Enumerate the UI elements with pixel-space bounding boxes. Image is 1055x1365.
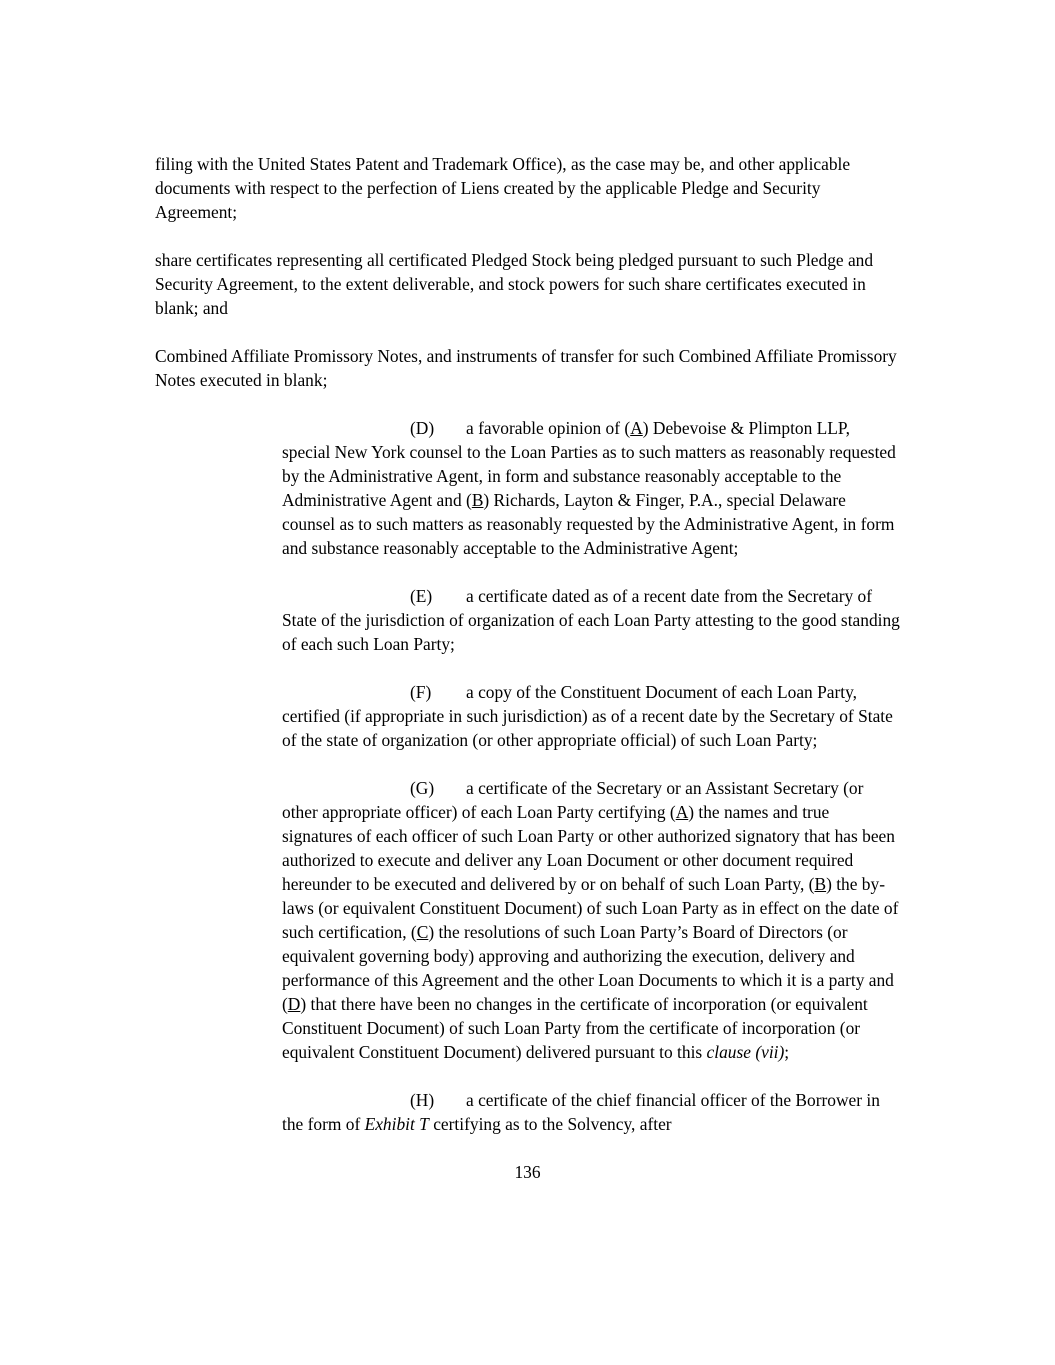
text-run: a favorable opinion of ( — [466, 418, 631, 438]
text-run: Combined Affiliate Promissory Notes, and instruments of transfer for such Combined Affiliate Promissory Notes executed in blank; — [155, 346, 897, 390]
text-run: a certificate of the Secretary or an Assistant Secretary (or other appropriate officer) of each Loan Party certifying ( — [282, 778, 864, 822]
clause-label: (D) — [410, 418, 435, 438]
lettered-paragraph — [282, 416, 900, 560]
text-run: filing with the United States Patent and Trademark Office), as the case may be, and other applicable documents with respect to the perfection of Liens created by the applicable Pledge and Security Agreement; — [155, 154, 851, 222]
text-run: ; — [784, 1042, 790, 1062]
text-run: certifying as to the Solvency, after — [428, 1114, 672, 1134]
paragraph-text — [155, 346, 897, 390]
underlined-reference: B — [471, 490, 484, 510]
page-number: 136 — [514, 1162, 541, 1182]
text-run: a certificate of the chief financial officer of the Borrower in the form of — [282, 1090, 880, 1134]
clause-label: (F) — [410, 682, 432, 702]
paragraph — [155, 152, 900, 224]
clause-label: (G) — [410, 778, 435, 798]
paragraph-text — [282, 586, 900, 654]
lettered-paragraph — [282, 584, 900, 656]
underlined-reference: D — [287, 994, 301, 1014]
clause-label: (E) — [410, 586, 433, 606]
text-run: ) that there have been no changes in the certificate of incorporation (or equivalent Constituent Document) of such Loan Party from the certificate of incorporation (or equivalent Constituent Document) delivered pursuant to this — [282, 994, 868, 1062]
lettered-paragraph — [282, 776, 900, 1064]
text-run: a copy of the Constituent Document of each Loan Party, certified (if appropriate in such jurisdiction) as of a recent date by the Secretary of State of the state of organization (or other appropriate official) of such Loan Party; — [282, 682, 893, 750]
underlined-reference: B — [814, 874, 827, 894]
paragraph-text — [282, 682, 893, 750]
text-run: ) Debevoise & Plimpton LLP, special New York counsel to the Loan Parties as to such matters as reasonably requested by the Administrative Agent, in form and substance reasonably acceptable to the Administrative Agent and ( — [282, 418, 896, 510]
clause-label: (H) — [410, 1090, 435, 1110]
lettered-paragraph — [282, 1088, 900, 1136]
paragraph-text — [155, 250, 873, 318]
paragraph-text — [282, 778, 898, 1062]
italic-reference: Exhibit T — [364, 1114, 429, 1134]
text-run: a certificate dated as of a recent date from the Secretary of State of the jurisdiction of organization of each Loan Party attesting to the good standing of each such Loan Party; — [282, 586, 900, 654]
text-run: ) Richards, Layton & Finger, P.A., special Delaware counsel as to such matters as reasonably requested by the Administrative Agent, in form and substance reasonably acceptable to the Administrative Agent; — [282, 490, 895, 558]
paragraph — [155, 248, 900, 320]
underlined-reference: A — [630, 418, 643, 438]
lettered-paragraph — [282, 680, 900, 752]
text-run: share certificates representing all certificated Pledged Stock being pledged pursuant to such Pledge and Security Agreement, to the extent deliverable, and stock powers for such share certificates executed in blank; and — [155, 250, 874, 318]
underlined-reference: C — [416, 922, 429, 942]
text-run: ) the names and true signatures of each officer of such Loan Party or other authorized signatory that has been authorized to execute and deliver any Loan Document or other document required hereunder to be executed and delivered by or on behalf of such Loan Party, ( — [282, 802, 895, 894]
paragraph-text — [282, 418, 896, 558]
text-run: ) the by-laws (or equivalent Constituent Document) of such Loan Party as in effect on the date of such certification, ( — [282, 874, 899, 942]
paragraph-text — [282, 1090, 880, 1134]
text-run: ) the resolutions of such Loan Party’s Board of Directors (or equivalent governing body) approving and authorizing the execution, delivery and performance of this Agreement and the other Loan Documents to which it is a party and ( — [282, 922, 894, 1014]
paragraph-text — [155, 154, 850, 222]
document-body — [155, 152, 900, 1136]
underlined-reference: A — [675, 802, 689, 822]
paragraph — [155, 344, 900, 392]
italic-reference: clause (vii) — [706, 1042, 785, 1062]
